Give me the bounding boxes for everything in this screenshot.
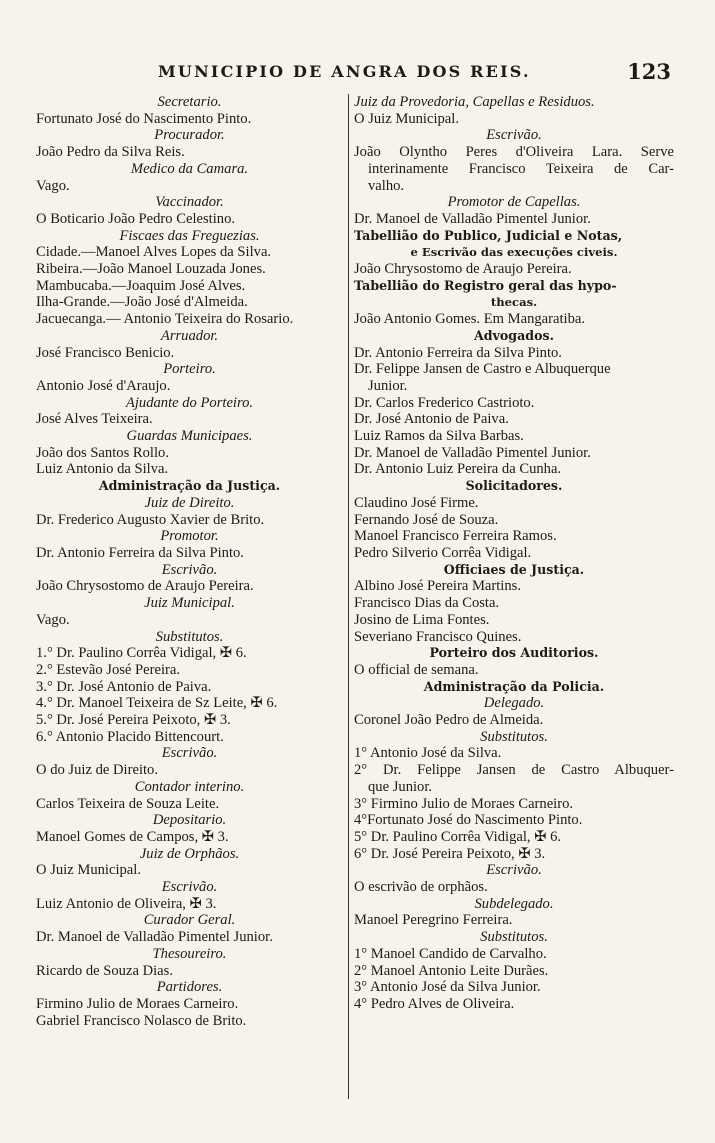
text-line: O Boticario João Pedro Celestino. <box>36 210 236 227</box>
text-line: Dr. Antonio Luiz Pereira da Cunha. <box>354 461 562 478</box>
text-line: 1.° Dr. Paulino Corrêa Vidigal, ✠ 6. <box>36 645 247 662</box>
text-line: O do Juiz de Direito. <box>36 762 158 779</box>
text-line: Carlos Teixeira de Souza Leite. <box>36 795 220 812</box>
text-line: Manoel Peregrino Ferreira. <box>354 912 513 929</box>
text-line: Luiz Antonio de Oliveira, ✠ 3. <box>36 895 217 912</box>
section-heading: Juiz de Direito. <box>144 494 235 511</box>
section-heading: Escrivão. <box>486 127 542 144</box>
section-heading: Substitutos. <box>480 929 548 946</box>
text-line: Vago. <box>36 177 70 194</box>
section-heading: Porteiro dos Auditorios. <box>429 645 599 661</box>
text-line: João Pedro da Silva Reis. <box>36 144 185 161</box>
text-line: José Alves Teixeira. <box>36 411 153 428</box>
text-line: Ribeira.—João Manoel Louzada Jones. <box>36 261 266 278</box>
text-line: O escrivão de orphãos. <box>354 879 488 896</box>
text-line: Dr. Frederico Augusto Xavier de Brito. <box>36 511 265 528</box>
text-line: 6° Dr. José Pereira Peixoto, ✠ 3. <box>354 845 546 862</box>
text-line: Gabriel Francisco Nolasco de Brito. <box>36 1012 247 1029</box>
text-line: Luiz Ramos da Silva Barbas. <box>354 428 524 445</box>
section-heading: e Escrivão das execuções civeis. <box>410 245 618 260</box>
text-line: Dr. Manoel de Valladão Pimentel Junior. <box>354 444 591 461</box>
text-line: Severiano Francisco Quines. <box>354 628 522 645</box>
text-line: Dr. Carlos Frederico Castrioto. <box>354 394 535 411</box>
text-line: valho. <box>368 177 405 194</box>
text-line: Jacuecanga.— Antonio Teixeira do Rosario. <box>36 311 294 328</box>
section-heading: Escrivão. <box>486 862 542 879</box>
section-heading: Delegado. <box>483 695 545 712</box>
text-line: Manoel Gomes de Campos, ✠ 3. <box>36 828 229 845</box>
text-line: Vago. <box>36 611 70 628</box>
text-line: Manoel Francisco Ferreira Ramos. <box>354 528 557 545</box>
section-heading: Advogados. <box>474 327 554 343</box>
text-line: João Chrysostomo de Araujo Pereira. <box>354 261 572 278</box>
text-line: 4.° Dr. Manoel Teixeira de Sz Leite, ✠ 6. <box>36 695 278 712</box>
section-heading: Escrivão. <box>161 879 218 896</box>
page-title: MUNICIPIO DE ANGRA DOS REIS. <box>158 62 531 81</box>
text-line: 5° Dr. Paulino Corrêa Vidigal, ✠ 6. <box>354 828 562 845</box>
section-heading: Procurador. <box>154 127 225 144</box>
section-heading: Escrivão. <box>161 745 218 762</box>
text-line: João Antonio Gomes. Em Mangaratiba. <box>354 311 586 328</box>
text-line: 1° Antonio José da Silva. <box>354 745 502 762</box>
text-line: José Francisco Benicio. <box>36 344 175 361</box>
text-line: 2° Manoel Antonio Leite Durães. <box>354 962 549 979</box>
section-heading: Secretario. <box>157 94 222 110</box>
right-column <box>354 94 674 1013</box>
section-heading: thecas. <box>490 295 538 310</box>
text-line: João Olyntho Peres d'Oliveira Lara. Serve <box>354 144 674 161</box>
section-heading: Fiscaes das Freguezias. <box>119 227 260 244</box>
section-heading: Depositario. <box>152 812 227 829</box>
section-heading: Promotor. <box>160 528 219 545</box>
text-line: 2.° Estevão José Pereira. <box>36 661 181 678</box>
section-heading: Arruador. <box>160 327 219 344</box>
text-line: Ilha-Grande.—João José d'Almeida. <box>36 294 248 311</box>
text-line: Francisco Dias da Costa. <box>354 595 500 612</box>
section-heading: Promotor de Capellas. <box>447 194 581 211</box>
section-heading: Guardas Municipaes. <box>126 428 253 445</box>
text-line: 4°Fortunato José do Nascimento Pinto. <box>354 812 583 829</box>
section-heading: Contador interino. <box>134 778 245 795</box>
text-line: Fernando José de Souza. <box>354 511 499 528</box>
text-line: Dr. Manoel de Valladão Pimentel Junior. <box>36 929 273 946</box>
text-line: Fortunato José do Nascimento Pinto. <box>36 110 252 127</box>
text-line: interinamente Francisco Teixeira de Car- <box>368 160 674 177</box>
section-heading: Substitutos. <box>155 628 224 645</box>
text-line: João dos Santos Rollo. <box>36 444 169 461</box>
column-divider <box>348 94 349 1099</box>
text-line: O Juiz Municipal. <box>354 110 459 127</box>
text-line: 5.° Dr. José Pereira Peixoto, ✠ 3. <box>36 712 231 729</box>
section-heading: Juiz Municipal. <box>144 595 235 612</box>
text-line: Luiz Antonio da Silva. <box>36 461 169 478</box>
section-heading: Solicitadores. <box>465 478 563 494</box>
text-line: 3° Firmino Julio de Moraes Carneiro. <box>354 795 574 812</box>
section-heading: Subdelegado. <box>474 895 554 912</box>
section-heading: Ajudante do Porteiro. <box>125 394 254 411</box>
section-heading: Curador Geral. <box>143 912 236 929</box>
text-line: 6.° Antonio Placido Bittencourt. <box>36 728 224 745</box>
section-heading: Escrivão. <box>161 561 218 578</box>
text-line: Dr. Manoel de Valladão Pimentel Junior. <box>354 210 591 227</box>
section-heading: Administração da Justiça. <box>98 478 281 494</box>
text-line: 3° Antonio José da Silva Junior. <box>354 979 541 996</box>
section-heading: Porteiro. <box>163 361 216 378</box>
text-line: 1° Manoel Candido de Carvalho. <box>354 945 547 962</box>
text-line: Claudino José Firme. <box>354 494 479 511</box>
page-header <box>0 59 715 86</box>
section-heading: Substitutos. <box>480 728 548 745</box>
text-line: Dr. José Antonio de Paiva. <box>354 411 509 428</box>
text-line: Dr. Antonio Ferreira da Silva Pinto. <box>36 544 244 561</box>
text-line: Dr. Antonio Ferreira da Silva Pinto. <box>354 344 562 361</box>
text-line: O Juiz Municipal. <box>36 862 141 879</box>
page-number: 123 <box>627 59 671 84</box>
text-line: 4° Pedro Alves de Oliveira. <box>354 995 515 1012</box>
section-heading: Vaccinador. <box>155 194 224 211</box>
text-line: O official de semana. <box>354 661 479 678</box>
section-heading: Thesoureiro. <box>152 945 227 962</box>
section-heading: Juiz de Orphãos. <box>139 845 240 862</box>
section-heading: Medico da Camara. <box>130 160 249 177</box>
text-line: 3.° Dr. José Antonio de Paiva. <box>36 678 212 695</box>
section-heading: Partidores. <box>156 979 223 996</box>
text-line: Ricardo de Souza Dias. <box>36 962 173 979</box>
text-line: João Chrysostomo de Araujo Pereira. <box>36 578 254 595</box>
text-line: Albino José Pereira Martins. <box>354 578 521 595</box>
text-line: Mambucaba.—Joaquim José Alves. <box>36 277 246 294</box>
text-line: Firmino Julio de Moraes Carneiro. <box>36 995 239 1012</box>
text-line: 2° Dr. Felippe Jansen de Castro Albuquer- <box>354 762 674 779</box>
text-line: Tabellião do Registro geral das hypo- <box>354 277 617 293</box>
text-line: Josino de Lima Fontes. <box>354 611 490 628</box>
text-line: Tabellião do Publico, Judicial e Notas, <box>354 227 623 243</box>
section-heading: Administração da Policia. <box>423 678 605 694</box>
text-line: Coronel João Pedro de Almeida. <box>354 712 544 729</box>
text-line: Juiz da Provedoria, Capellas e Residuos. <box>354 94 595 110</box>
text-line: Dr. Felippe Jansen de Castro e Albuquerque <box>354 361 611 378</box>
left-column <box>36 94 343 1029</box>
text-line: Pedro Silverio Corrêa Vidigal. <box>354 544 532 561</box>
text-line: Antonio José d'Araujo. <box>36 377 171 394</box>
text-line: que Junior. <box>368 778 433 795</box>
text-line: Cidade.—Manoel Alves Lopes da Silva. <box>36 244 272 261</box>
text-line: Junior. <box>368 377 408 394</box>
section-heading: Officiaes de Justiça. <box>443 561 585 577</box>
